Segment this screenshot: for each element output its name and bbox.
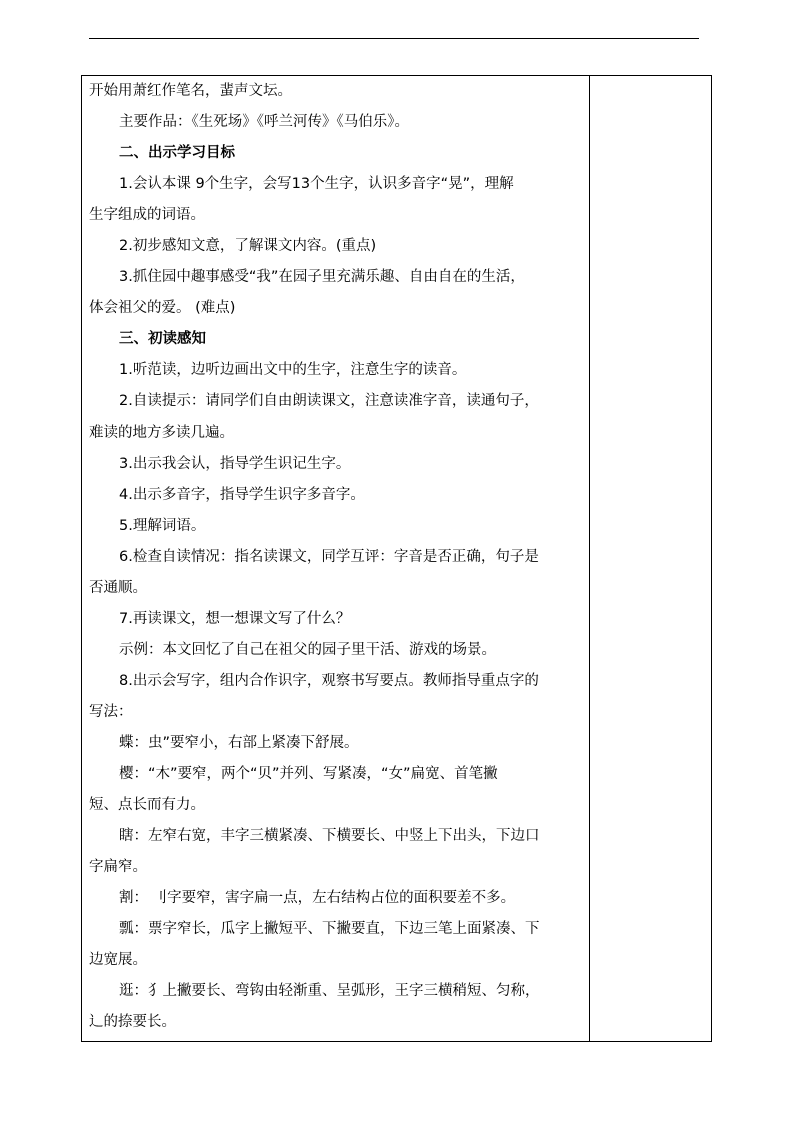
text-line: 难读的地方多读几遍。: [89, 424, 234, 441]
text-line: 写法：: [89, 703, 133, 720]
text-line: 割： 刂字要窄，害字扁一点，左右结构占位的面积要差不多。: [119, 890, 516, 907]
text-line: 1.听范读，边听边画出文中的生字，注意生字的读音。: [119, 362, 467, 379]
text-line: 3.抓住园中趣事感受“我”在园子里充满乐趣、自由自在的生活，: [119, 269, 525, 286]
text-line: 主要作品：《生死场》《呼兰河传》《马伯乐》。: [119, 114, 409, 131]
text-line: 体会祖父的爱。 (难点): [89, 300, 236, 317]
text-line: 否通顺。: [89, 579, 147, 596]
text-line: 2.初步感知文意，了解课文内容。(重点): [119, 238, 377, 255]
text-line: 字扁窄。: [89, 859, 147, 876]
main-text-cell: [89, 76, 584, 1038]
text-line: 辶的捺要长。: [89, 1014, 176, 1031]
text-line: 蝶：虫”要窄小，右部上紧凑下舒展。: [119, 734, 359, 751]
text-line: 逛：犭上撇要长、弯钩由轻渐重、呈弧形，王字三横稍短、匀称，: [119, 983, 540, 1000]
text-line: 樱：“木”要窄，两个“贝”并列、写紧凑，“女”扁宽、首笔撇: [119, 766, 498, 783]
content-table: [81, 75, 712, 1042]
text-line: 1.会认本课 9个生字，会写13个生字，认识多音字“晃”，理解: [119, 176, 514, 193]
text-line: 开始用萧红作笔名，蜚声文坛。: [89, 83, 292, 99]
text-line: 5.理解词语。: [119, 517, 206, 534]
text-line: 2.自读提示：请同学们自由朗读课文，注意读准字音，读通句子，: [119, 393, 539, 410]
text-line: 7.再读课文，想一想课文写了什么？: [119, 610, 351, 627]
text-line: 瞎：左窄右宽，丰字三横紧凑、下横要长、中竖上下出头，下边口: [119, 828, 540, 845]
text-line: 示例：本文回忆了自己在祖父的园子里干活、游戏的场景。: [119, 641, 496, 658]
text-line: 4.出示多音字，指导学生识字多音字。: [119, 486, 365, 503]
header-rule: [89, 38, 699, 39]
text-line: 8.出示会写字，组内合作识字，观察书写要点。教师指导重点字的: [119, 672, 539, 689]
section-heading: 三、初读感知: [119, 331, 206, 348]
text-line: 3.出示我会认，指导学生识记生字。: [119, 455, 351, 472]
text-line: 边宽展。: [89, 952, 147, 969]
text-line: 瓢：票字窄长，瓜字上撇短平、下撇要直，下边三笔上面紧凑、下: [119, 921, 540, 938]
text-line: 生字组成的词语。: [89, 207, 205, 224]
text-line: 6.检查自读情况：指名读课文，同学互评：字音是否正确，句子是: [119, 548, 539, 565]
text-line: 短、点长而有力。: [89, 797, 205, 814]
column-divider: [589, 76, 590, 1041]
section-heading: 二、出示学习目标: [119, 145, 235, 162]
